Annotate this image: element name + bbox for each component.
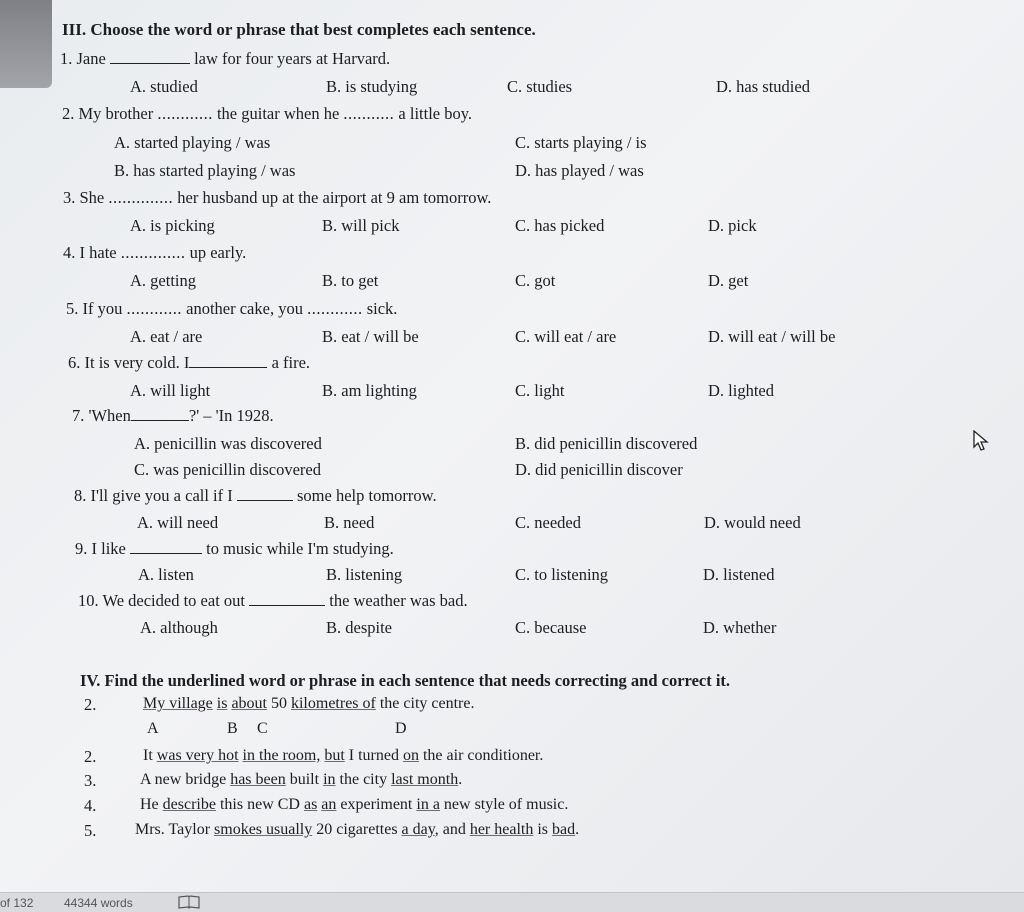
s4-label-b: B bbox=[227, 720, 238, 737]
s4-num-4: 4. bbox=[84, 796, 97, 815]
q1-option-c: C. studies bbox=[507, 77, 573, 96]
q4-option-c: C. got bbox=[515, 271, 556, 290]
q3-option-c: C. has picked bbox=[515, 216, 605, 235]
s4-sentence-1: My village is about 50 kilometres of the city centre. bbox=[143, 695, 475, 712]
question-7: 7. 'When ?' – 'In 1928. bbox=[72, 406, 274, 425]
q4-option-d: D. get bbox=[708, 271, 749, 290]
question-1: 1. Jane law for four years at Harvard. bbox=[60, 49, 391, 68]
q6-option-d: D. lighted bbox=[708, 381, 774, 400]
q9-option-b: B. listening bbox=[326, 565, 403, 584]
q9-option-d: D. listened bbox=[703, 565, 775, 584]
q10-option-b: B. despite bbox=[326, 618, 392, 637]
q7-option-a: A. penicillin was discovered bbox=[134, 434, 322, 453]
q7-option-d: D. did penicillin discover bbox=[515, 460, 683, 479]
q9-option-a: A. listen bbox=[138, 565, 194, 584]
q10-option-c: C. because bbox=[515, 618, 587, 637]
q2-option-d: D. has played / was bbox=[515, 161, 644, 180]
q1-option-a: A. studied bbox=[130, 77, 198, 96]
q5-option-d: D. will eat / will be bbox=[708, 327, 836, 346]
q3-option-b: B. will pick bbox=[322, 216, 400, 235]
s4-sentence-3: A new bridge has been built in the city last month. bbox=[140, 771, 463, 788]
q4-option-b: B. to get bbox=[322, 271, 379, 290]
question-3: 3. She .............. her husband up at the airport at 9 am tomorrow. bbox=[63, 188, 492, 207]
s4-label-c: C bbox=[257, 720, 268, 737]
q4-option-a: A. getting bbox=[130, 271, 196, 290]
q8-option-c: C. needed bbox=[515, 513, 581, 532]
dark-corner bbox=[0, 0, 52, 88]
section4-heading: IV. Find the underlined word or phrase in each sentence that needs correcting and correct it. bbox=[80, 671, 731, 690]
page-count[interactable]: of 132 bbox=[0, 896, 34, 910]
question-10: 10. We decided to eat out the weather was bad. bbox=[78, 591, 468, 610]
question-9: 9. I like to music while I'm studying. bbox=[75, 539, 394, 558]
q6-option-b: B. am lighting bbox=[322, 381, 417, 400]
q9-option-c: C. to listening bbox=[515, 565, 609, 584]
question-2: 2. My brother ............ the guitar when he ........... a little boy. bbox=[62, 104, 473, 123]
q8-option-d: D. would need bbox=[704, 513, 801, 532]
s4-num-2: 2. bbox=[84, 747, 97, 766]
status-bar bbox=[0, 892, 1024, 912]
q2-option-a: A. started playing / was bbox=[114, 133, 271, 152]
s4-num-1: 2. bbox=[84, 695, 97, 714]
s4-num-3: 3. bbox=[84, 771, 97, 790]
section3-heading: III. Choose the word or phrase that best completes each sentence. bbox=[62, 20, 536, 39]
q5-option-a: A. eat / are bbox=[130, 327, 203, 346]
q1-option-d: D. has studied bbox=[716, 77, 810, 96]
question-4: 4. I hate .............. up early. bbox=[63, 243, 247, 262]
s4-sentence-4: He describe this new CD as an experiment in a new style of music. bbox=[140, 796, 569, 813]
question-8: 8. I'll give you a call if I some help tomorrow. bbox=[74, 486, 437, 505]
q2-option-c: C. starts playing / is bbox=[515, 133, 647, 152]
mouse-cursor-icon bbox=[972, 430, 990, 452]
q8-option-b: B. need bbox=[324, 513, 375, 532]
s4-label-a: A bbox=[147, 720, 159, 737]
q7-option-b: B. did penicillin discovered bbox=[515, 434, 698, 453]
book-icon[interactable] bbox=[178, 895, 200, 912]
q10-option-d: D. whether bbox=[703, 618, 777, 637]
s4-label-d: D bbox=[395, 720, 407, 737]
q1-option-b: B. is studying bbox=[326, 77, 418, 96]
q6-option-c: C. light bbox=[515, 381, 565, 400]
q7-option-c: C. was penicillin discovered bbox=[134, 460, 321, 479]
s4-sentence-5: Mrs. Taylor smokes usually 20 cigarettes a day, and her health is bad. bbox=[135, 821, 580, 838]
q10-option-a: A. although bbox=[140, 618, 218, 637]
question-6: 6. It is very cold. I a fire. bbox=[68, 353, 311, 372]
q2-option-b: B. has started playing / was bbox=[114, 161, 296, 180]
q8-option-a: A. will need bbox=[137, 513, 219, 532]
word-count[interactable]: 44344 words bbox=[64, 896, 133, 910]
q6-option-a: A. will light bbox=[130, 381, 211, 400]
s4-num-5: 5. bbox=[84, 821, 97, 840]
q5-option-b: B. eat / will be bbox=[322, 327, 419, 346]
q3-option-d: D. pick bbox=[708, 216, 757, 235]
q3-option-a: A. is picking bbox=[130, 216, 215, 235]
s4-sentence-2: It was very hot in the room, but I turned on the air conditioner. bbox=[143, 747, 544, 764]
q5-option-c: C. will eat / are bbox=[515, 327, 617, 346]
question-5: 5. If you ............ another cake, you ............ sick. bbox=[66, 299, 398, 318]
